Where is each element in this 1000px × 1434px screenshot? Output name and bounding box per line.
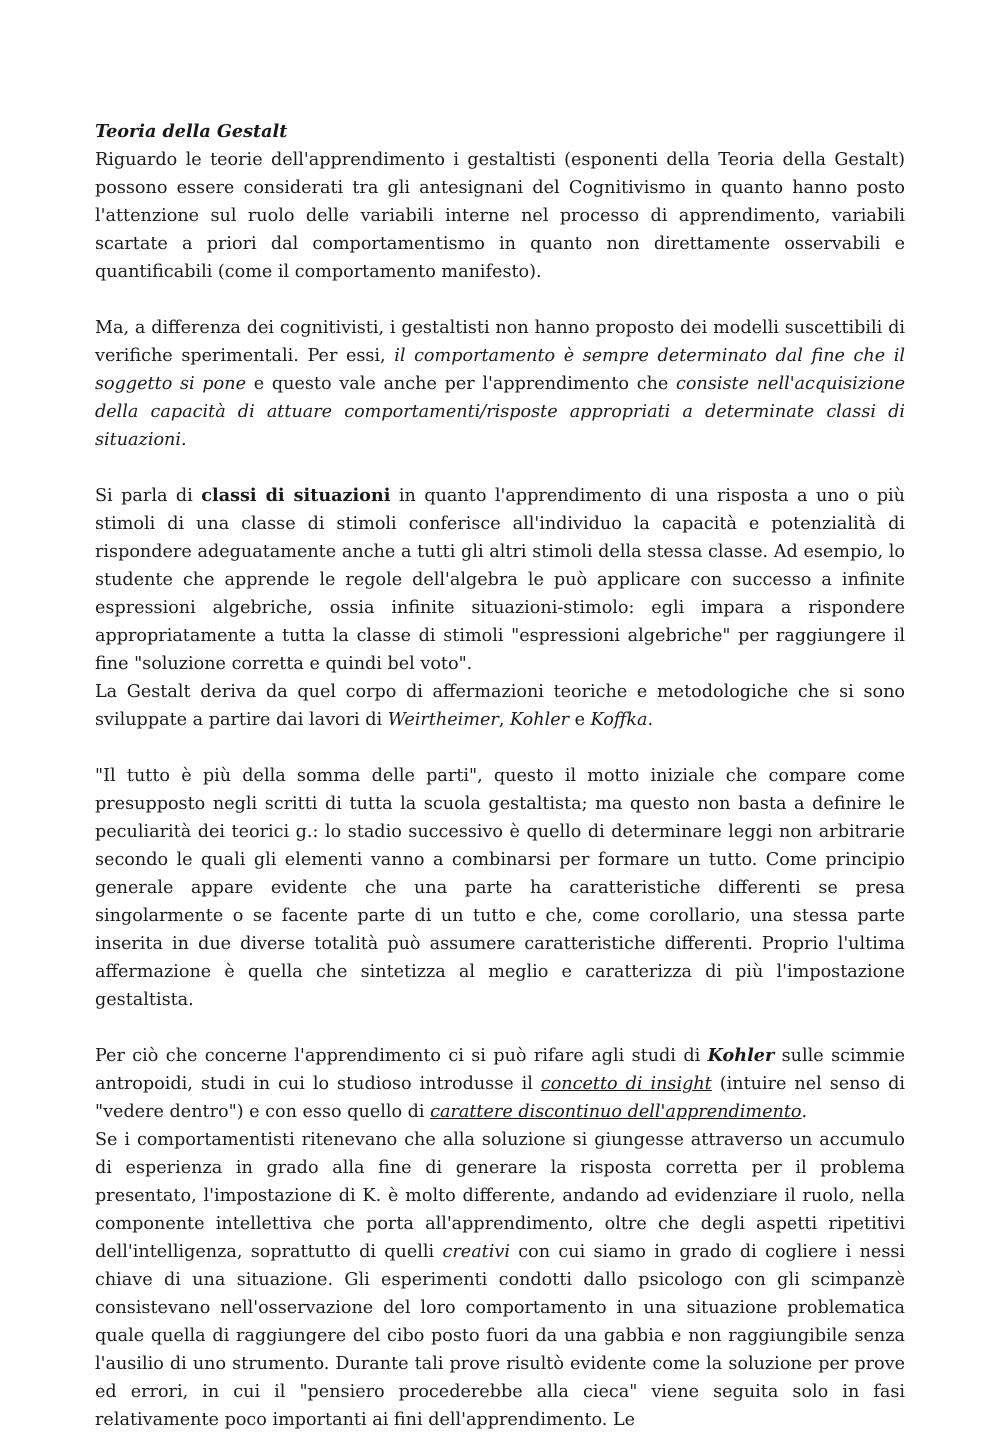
text-run: sulle scimmie antropoidi, studi in cui lo studioso introdusse il (95, 1046, 905, 1094)
text-run: Si parla di (95, 486, 202, 506)
document-title: Teoria della Gestalt (95, 121, 288, 142)
paragraph-intro: Riguardo le teorie dell'apprendimento i gestaltisti (esponenti della Teoria della Gestalt) possono essere considerati tra gli antesignani del Cognitivismo in quanto hanno posto l'attenzione sul ruolo delle variabili interne nel processo di apprendimento, variabili scartate a priori dal comportamentismo in quanto non direttamente osservabili e quantificabili (come il comportamento manifesto). (95, 150, 905, 282)
author-weirtheimer: Weirtheimer (387, 710, 499, 730)
italic-phrase-behavior: il comportamento è sempre determinato dal fine che il soggetto si pone (95, 346, 905, 394)
text-run: (intuire nel senso di "vedere dentro") e con esso quello di (95, 1074, 905, 1122)
paragraph-spacer (95, 286, 905, 314)
paragraph-spacer (95, 454, 905, 482)
text-run: con cui siamo in grado di cogliere i nessi chiave di una situazione. Gli esperimenti condotti dallo psicologo con gli scimpanzè consistevano nell'osservazione del loro comportamento in una situazione problematica quale quella di raggiungere del cibo posto fuori da una gabbia e non raggiungibile senza l'ausilio di uno strumento. Durante tali prove risultò evidente come la soluzione per prove ed errori, in cui il "pensiero procederebbe alla cieca" viene seguita solo in fasi relativamente poco importanti ai fini dell'apprendimento. Le (95, 1242, 905, 1430)
italic-phrase-learning: consiste nell'acquisizione della capacità di attuare comportamenti/risposte appropriati a determinate classi di situazioni (95, 374, 905, 450)
author-kohler: Kohler (509, 710, 570, 730)
paragraph-gestalt-origin (95, 678, 905, 734)
text-run: e (569, 710, 591, 730)
text-run: La Gestalt deriva da quel corpo di affermazioni teoriche e metodologiche che si sono sviluppate a partire dai lavori di (95, 682, 905, 730)
paragraph-spacer (95, 1014, 905, 1042)
paragraph-cognitivists (95, 314, 905, 454)
underlined-discontinuous-learning: carattere discontinuo dell'apprendimento (430, 1102, 802, 1122)
bold-italic-kohler: Kohler (707, 1045, 775, 1066)
paragraph-situation-classes (95, 482, 905, 678)
text-run: . (647, 710, 654, 730)
paragraph-kohler-insight (95, 1042, 905, 1126)
italic-word-creative: creativi (442, 1242, 510, 1262)
paragraph-experiments (95, 1126, 905, 1434)
paragraph-spacer (95, 734, 905, 762)
author-koffka: Koffka (590, 710, 648, 730)
underlined-insight-concept: concetto di insight (540, 1074, 712, 1094)
text-run: Per ciò che concerne l'apprendimento ci si può rifare agli studi di (95, 1046, 708, 1066)
document-page (95, 118, 905, 1434)
text-run: Se i comportamentisti ritenevano che alla soluzione si giungesse attraverso un accumulo di esperienza in grado alla fine di generare la risposta corretta per il problema presentato, l'impostazione di K. è molto differente, andando ad evidenziare il ruolo, nella componente intellettiva che porta all'apprendimento, oltre che degli aspetti ripetitivi dell'intelligenza, soprattutto di quelli (95, 1130, 905, 1262)
text-run: , (498, 710, 510, 730)
text-run: e questo vale anche per l'apprendimento che (246, 374, 677, 394)
text-run: in quanto l'apprendimento di una risposta a uno o più stimoli di una classe di stimoli conferisce all'individuo la capacità e potenzialità di rispondere adeguatamente anche a tutti gli altri stimoli della stessa classe. Ad esempio, lo studente che apprende le regole dell'algebra le può applicare con successo a infinite espressioni algebriche, ossia infinite situazioni-stimolo: egli impara a rispondere appropriatamente a tutta la classe di stimoli "espressioni algebriche" per raggiungere il fine "soluzione corretta e quindi bel voto". (95, 486, 905, 674)
text-run: Ma, a differenza dei cognitivisti, i gestaltisti non hanno proposto dei modelli suscettibili di verifiche sperimentali. Per essi, (95, 318, 905, 366)
paragraph-whole-parts: "Il tutto è più della somma delle parti", questo il motto iniziale che compare come presupposto negli scritti di tutta la scuola gestaltista; ma questo non basta a definire le peculiarità dei teorici g.: lo stadio successivo è quello di determinare leggi non arbitrarie secondo le quali gli elementi vanno a combinarsi per formare un tutto. Come principio generale appare evidente che una parte ha caratteristiche differenti se presa singolarmente o se facente parte di un tutto e che, come corollario, una stessa parte inserita in due diverse totalità può assumere caratteristiche differenti. Proprio l'ultima affermazione è quella che sintetizza al meglio e caratterizza di più l'impostazione gestaltista. (95, 766, 905, 1010)
text-run: . (801, 1102, 808, 1122)
text-run: . (181, 430, 187, 450)
bold-term-situation-classes: classi di situazioni (201, 485, 391, 506)
